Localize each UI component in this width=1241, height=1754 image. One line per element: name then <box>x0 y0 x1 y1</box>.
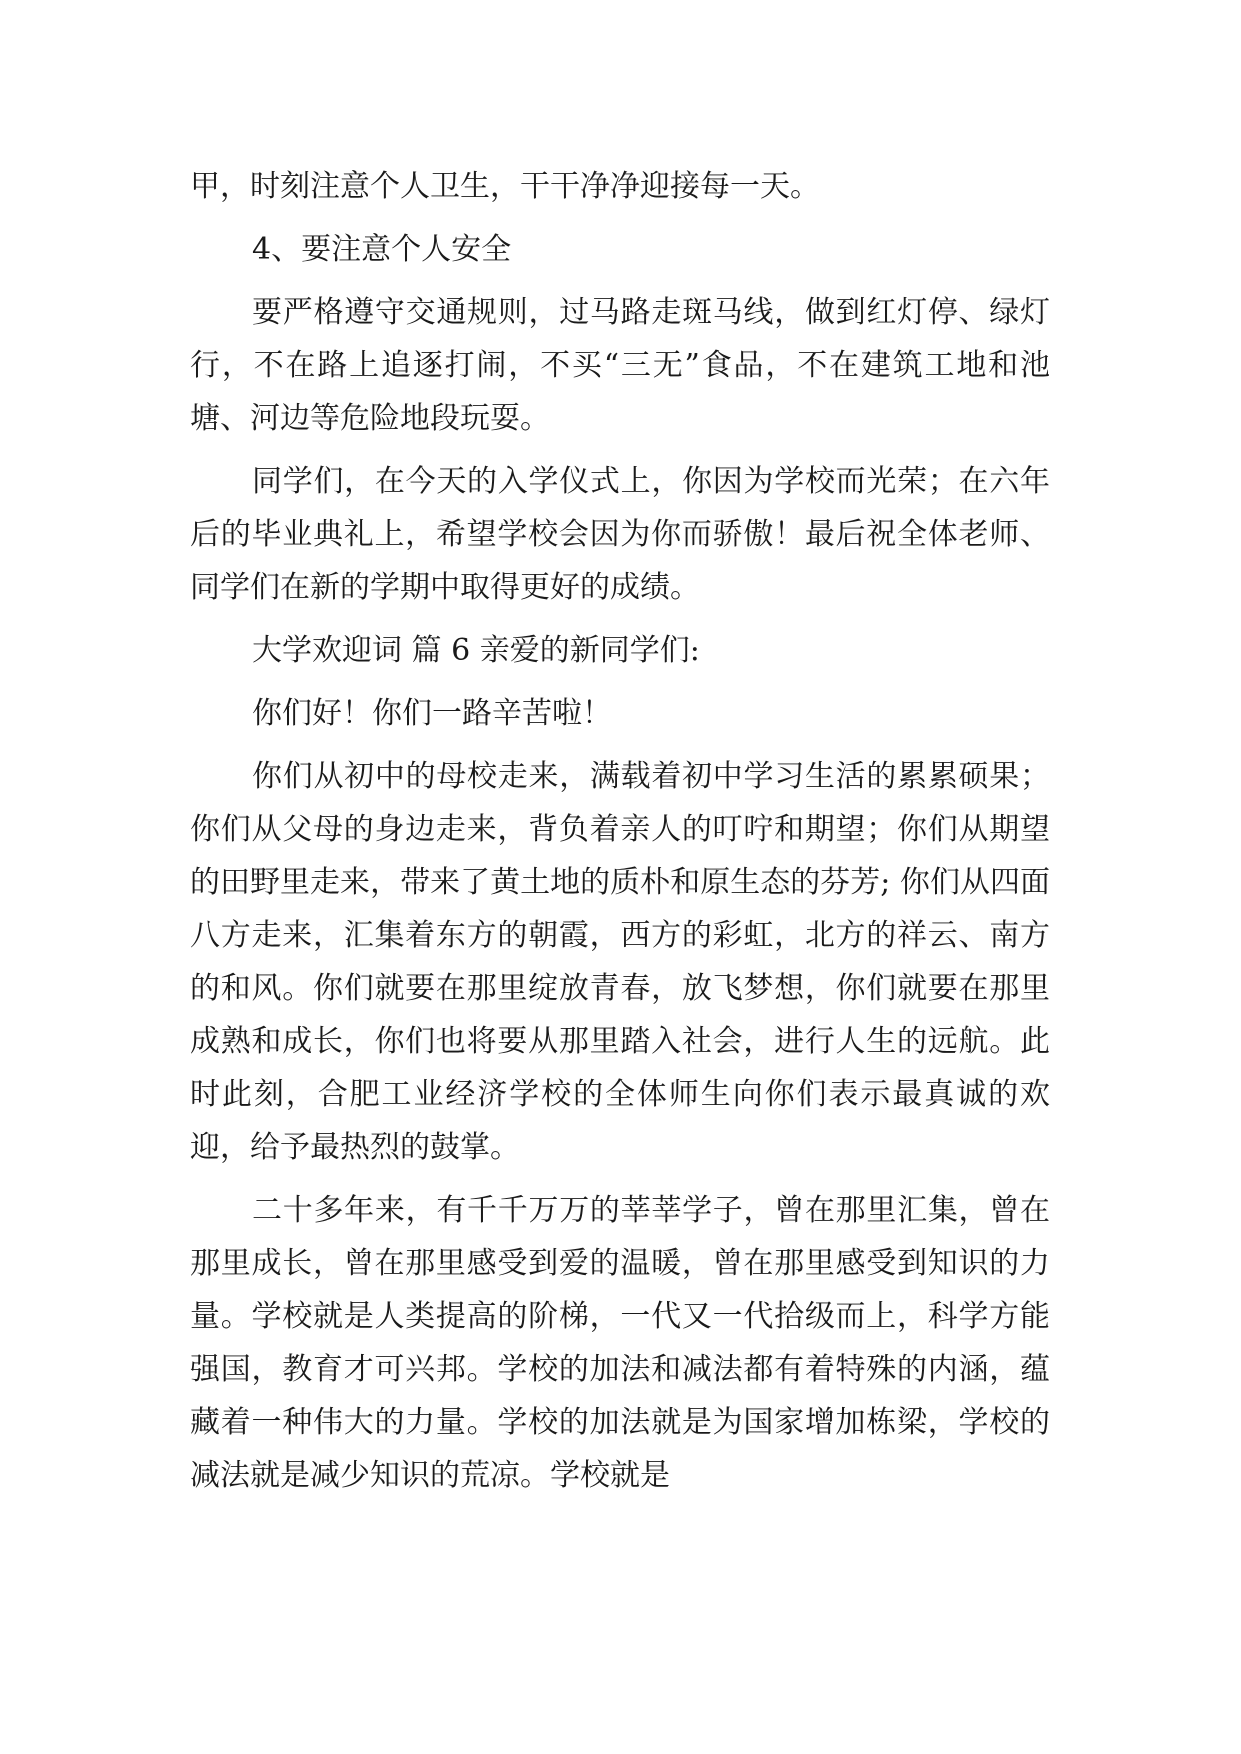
paragraph-closing-wishes: 同学们，在今天的入学仪式上，你因为学校而光荣；在六年后的毕业典礼上，希望学校会因为你而骄傲！最后祝全体老师、同学们在新的学期中取得更好的成绩。 <box>190 464 1050 605</box>
paragraph-origins: 你们从初中的母校走来，满载着初中学习生活的累累硕果；你们从父母的身边走来，背负着亲人的叮咛和期望；你们从期望的田野里走来，带来了黄土地的质朴和原生态的芬芳; 你们从四面八方走来，汇集着东方的朝霞，西方的彩虹，北方的祥云、南方的和风。你们就要在那里绽放青春，放飞梦想，你们就要在那里成熟和成长，你们也将要从那里踏入社会，进行人生的远航。此时此刻，合肥工业经济学校的全体师生向你们表示最真诚的欢迎，给予最热烈的鼓掌。 <box>190 759 1050 1165</box>
document-body <box>190 160 1050 1512</box>
section-title-welcome-6: 大学欢迎词 篇 6 亲爱的新同学们: <box>252 633 700 668</box>
paragraph-school-history: 二十多年来，有千千万万的莘莘学子，曾在那里汇集，曾在那里成长，曾在那里感受到爱的温暖，曾在那里感受到知识的力量。学校就是人类提高的阶梯，一代又一代拾级而上，科学方能强国，教育才可兴邦。学校的加法和减法都有着特殊的内涵，蕴藏着一种伟大的力量。学校的加法就是为国家增加栋梁，学校的减法就是减少知识的荒凉。学校就是 <box>190 1193 1050 1493</box>
section-heading-personal-safety: 4、要注意个人安全 <box>252 232 512 267</box>
paragraph-traffic-rules: 要严格遵守交通规则，过马路走斑马线，做到红灯停、绿灯行，不在路上追逐打闹，不买“三无”食品，不在建筑工地和池塘、河边等危险地段玩耍。 <box>190 295 1050 436</box>
paragraph-1: 甲，时刻注意个人卫生，干干净净迎接每一天。 <box>190 169 820 204</box>
paragraph-greeting: 你们好！你们一路辛苦啦！ <box>252 696 612 731</box>
